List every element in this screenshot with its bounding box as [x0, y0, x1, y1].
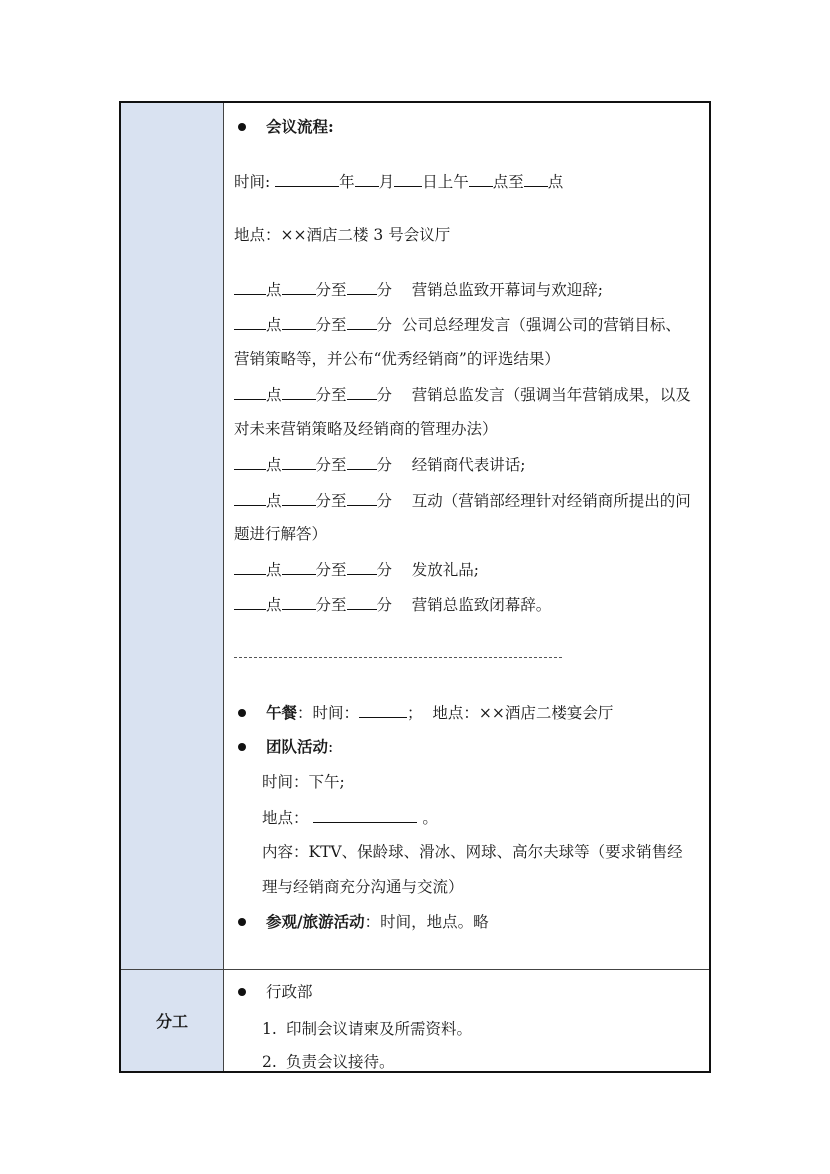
blank-field: [313, 806, 417, 823]
dept-name: 行政部: [266, 983, 313, 1001]
lunch-label: 午餐: [266, 703, 298, 722]
blank-field: [275, 170, 339, 187]
flow-item-cont: 对未来营销策略及经销商的管理办法）: [234, 420, 498, 438]
blank-field: [469, 170, 493, 187]
flow-item-text: 经销商代表讲话;: [411, 456, 526, 474]
team-label: 团队活动: [266, 737, 329, 756]
flow-item: 点 分至 分 营销总监发言（强调当年营销成果，以及: [234, 383, 691, 405]
flow-item-text: 营销总监致闭幕辞。: [411, 596, 552, 614]
task-item: [262, 1018, 472, 1040]
flow-item-text: 互动（营销部经理针对经销商所提出的问: [411, 492, 691, 510]
flow-item: 点 分至 分 经销商代表讲话;: [234, 453, 526, 475]
unit-hour: 点: [547, 173, 564, 191]
team-location-line: [262, 806, 438, 828]
blank-field: [355, 170, 379, 187]
visit-text: ：时间，地点。略: [364, 913, 489, 931]
bullet-icon: [238, 743, 246, 751]
bullet-icon: [238, 709, 246, 717]
team-content-cont: 理与经销商充分沟通与交流）: [262, 878, 464, 896]
team-location-label: 地点：: [262, 809, 309, 827]
task-text: 负责会议接待。: [286, 1053, 395, 1071]
flow-item: 点 分至 分 公司总经理发言（强调公司的营销目标、: [234, 313, 681, 335]
task-item: [262, 1051, 395, 1073]
task-number: 2.: [262, 1053, 277, 1071]
lunch-time-label: ：时间：: [297, 704, 360, 722]
unit-month: 月: [378, 173, 395, 191]
flow-content-cell: [224, 103, 709, 969]
division-label: 分工: [121, 970, 224, 1071]
flow-item: 点 分至 分 互动（营销部经理针对经销商所提出的问: [234, 489, 691, 511]
flow-heading: 会议流程:: [266, 117, 334, 136]
lunch-location: 地点：××酒店二楼宴会厅: [432, 704, 614, 722]
lunch-semicolon: ；: [407, 704, 423, 722]
flow-location: 地点：××酒店二楼 3 号会议厅: [234, 226, 451, 244]
flow-item: 点 分至 分 营销总监致开幕词与欢迎辞;: [234, 278, 603, 300]
team-period: 。: [422, 809, 438, 827]
team-time: 时间：下午;: [262, 773, 345, 791]
flow-label-cell: [121, 103, 224, 969]
dashed-separator: [234, 657, 562, 658]
unit-hour: 点: [492, 173, 509, 191]
bullet-icon: [238, 918, 246, 926]
team-line: [234, 736, 333, 758]
task-text: 印制会议请柬及所需资料。: [286, 1020, 473, 1038]
flow-item-text: 营销总监致开幕词与欢迎辞;: [411, 281, 604, 299]
unit-year: 年: [339, 173, 355, 191]
blank-field: [524, 170, 548, 187]
bullet-icon: [238, 123, 246, 131]
schedule-table: [119, 101, 711, 1073]
visit-label: 参观/旅游活动: [266, 912, 365, 931]
division-row: [121, 970, 709, 1071]
unit-to: 至: [508, 173, 524, 191]
flow-item: 点 分至 分 发放礼品;: [234, 558, 479, 580]
flow-time-line: [234, 170, 563, 192]
flow-item-cont: 题进行解答）: [234, 525, 328, 543]
team-content: 内容：KTV、保龄球、滑冰、网球、高尔夫球等（要求销售经: [262, 843, 683, 861]
lunch-line: [234, 701, 613, 723]
blank-field: [359, 701, 407, 718]
task-number: 1.: [262, 1020, 277, 1038]
flow-item-text: 发放礼品;: [411, 561, 480, 579]
flow-item-cont: 营销策略等，并公布“优秀经销商”的评选结果）: [234, 350, 560, 368]
flow-item: 点 分至 分 营销总监致闭幕辞。: [234, 593, 551, 615]
flow-item-text: 营销总监发言（强调当年营销成果，以及: [411, 386, 691, 404]
dept-line: [234, 981, 313, 1003]
blank-field: [394, 170, 422, 187]
flow-row: [121, 103, 709, 970]
flow-time-label: 时间:: [234, 173, 271, 191]
unit-day: 日上午: [422, 173, 469, 191]
flow-item-text: 公司总经理发言（强调公司的营销目标、: [401, 316, 681, 334]
visit-line: [234, 911, 489, 933]
flow-heading-line: [234, 116, 334, 138]
team-colon: :: [328, 738, 334, 756]
bullet-icon: [238, 988, 246, 996]
division-content-cell: [224, 970, 709, 1071]
